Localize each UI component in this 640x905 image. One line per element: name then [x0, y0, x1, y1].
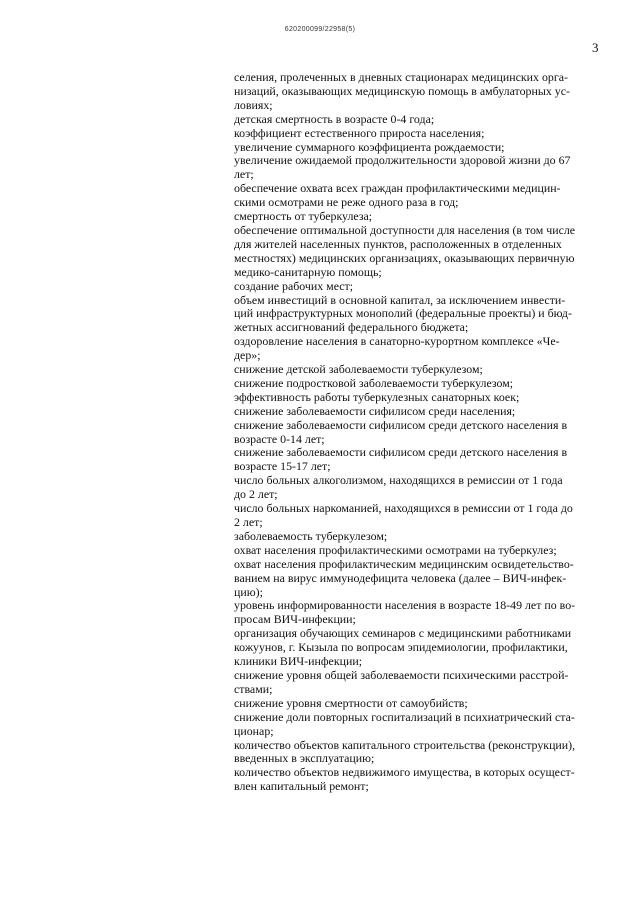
text-line: эффективность работы туберкулезных санаторных коек;	[234, 389, 520, 404]
document-registration-code: 620200099/22958(5)	[284, 26, 356, 33]
text-line: местностях) медицинских организациях, оказывающих первичную	[234, 250, 575, 265]
text-line: скими осмотрами не реже одного раза в год;	[234, 195, 459, 210]
text-line: охват населения профилактическими осмотрами на туберкулез;	[234, 542, 557, 557]
text-line: снижение доли повторных госпитализаций в психиатрический ста-	[234, 709, 575, 724]
text-line: влен капитальный ремонт;	[234, 779, 369, 794]
text-line: дер»;	[234, 348, 261, 363]
text-line: ванием на вирус иммунодефицита человека (далее – ВИЧ-инфек-	[234, 570, 567, 585]
text-line: заболеваемость туберкулезом;	[234, 528, 388, 543]
text-line: возрасте 15-17 лет;	[234, 459, 331, 474]
text-line: уровень информированности населения в возрасте 18-49 лет по во-	[234, 598, 576, 613]
text-line: снижение детской заболеваемости туберкулезом;	[234, 362, 483, 377]
text-line: коэффициент естественного прироста населения;	[234, 125, 485, 140]
text-line: низаций, оказывающих медицинскую помощь в амбулаторных ус-	[234, 83, 570, 98]
text-line: число больных наркоманией, находящихся в ремиссии от 1 года до	[234, 501, 573, 516]
text-line: снижение заболеваемости сифилисом среди населения;	[234, 403, 516, 418]
text-line: смертность от туберкулеза;	[234, 209, 373, 224]
text-line: ствами;	[234, 681, 273, 696]
text-line: возрасте 0-14 лет;	[234, 431, 325, 446]
text-line: количество объектов недвижимого имущества, в которых осущест-	[234, 765, 575, 780]
text-line: увеличение ожидаемой продолжительности здоровой жизни до 67	[234, 153, 571, 168]
text-line: медико-санитарную помощь;	[234, 264, 382, 279]
text-line: объем инвестиций в основной капитал, за исключением инвести-	[234, 292, 566, 307]
text-line: организация обучающих семинаров с медицинскими работниками	[234, 626, 572, 641]
text-line: введенных в эксплуатацию;	[234, 751, 375, 766]
text-line: жетных ассигнований федерального бюджета;	[234, 320, 469, 335]
text-line: ловиях;	[234, 97, 273, 112]
text-line: снижение подростковой заболеваемости туберкулезом;	[234, 375, 514, 390]
text-line: клиники ВИЧ-инфекции;	[234, 654, 362, 669]
page-number: 3	[592, 40, 599, 55]
text-line: снижение заболеваемости сифилисом среди детского населения в	[234, 417, 568, 432]
text-line: для жителей населенных пунктов, расположенных в отделенных	[234, 236, 562, 251]
document-body	[234, 71, 608, 794]
text-line: до 2 лет;	[234, 487, 278, 502]
text-line: ций инфраструктурных монополий (федеральные проекты) и бюд-	[234, 306, 572, 321]
text-line: цию);	[234, 584, 263, 599]
text-line: количество объектов капитального строительства (реконструкции),	[234, 737, 576, 752]
text-line: оздоровление населения в санаторно-курортном комплексе «Че-	[234, 334, 560, 349]
text-line: число больных алкоголизмом, находящихся в ремиссии от 1 года	[234, 473, 563, 488]
text-line: снижение уровня общей заболеваемости психическими расстрой-	[234, 667, 569, 682]
text-line: создание рабочих мест;	[234, 278, 354, 293]
text-line: обеспечение оптимальной доступности для населения (в том числе	[234, 222, 576, 237]
text-line: снижение заболеваемости сифилисом среди детского населения в	[234, 445, 568, 460]
text-line: снижение уровня смертности от самоубийств;	[234, 695, 468, 710]
text-line: охват населения профилактическим медицинским освидетельство-	[234, 556, 574, 571]
text-line: кожуунов, г. Кызыла по вопросам эпидемиологии, профилактики,	[234, 640, 568, 655]
text-line: детская смертность в возрасте 0-4 года;	[234, 111, 435, 126]
text-line: обеспечение охвата всех граждан профилактическими медицин-	[234, 181, 561, 196]
text-line: просам ВИЧ-инфекции;	[234, 612, 356, 627]
text-line: 2 лет;	[234, 515, 263, 529]
text-line: увеличение суммарного коэффициента рождаемости;	[234, 139, 505, 154]
text-line: селения, пролеченных в дневных стационарах медицинских орга-	[234, 70, 568, 84]
text-line: лет;	[234, 167, 254, 182]
text-line: ционар;	[234, 723, 274, 738]
